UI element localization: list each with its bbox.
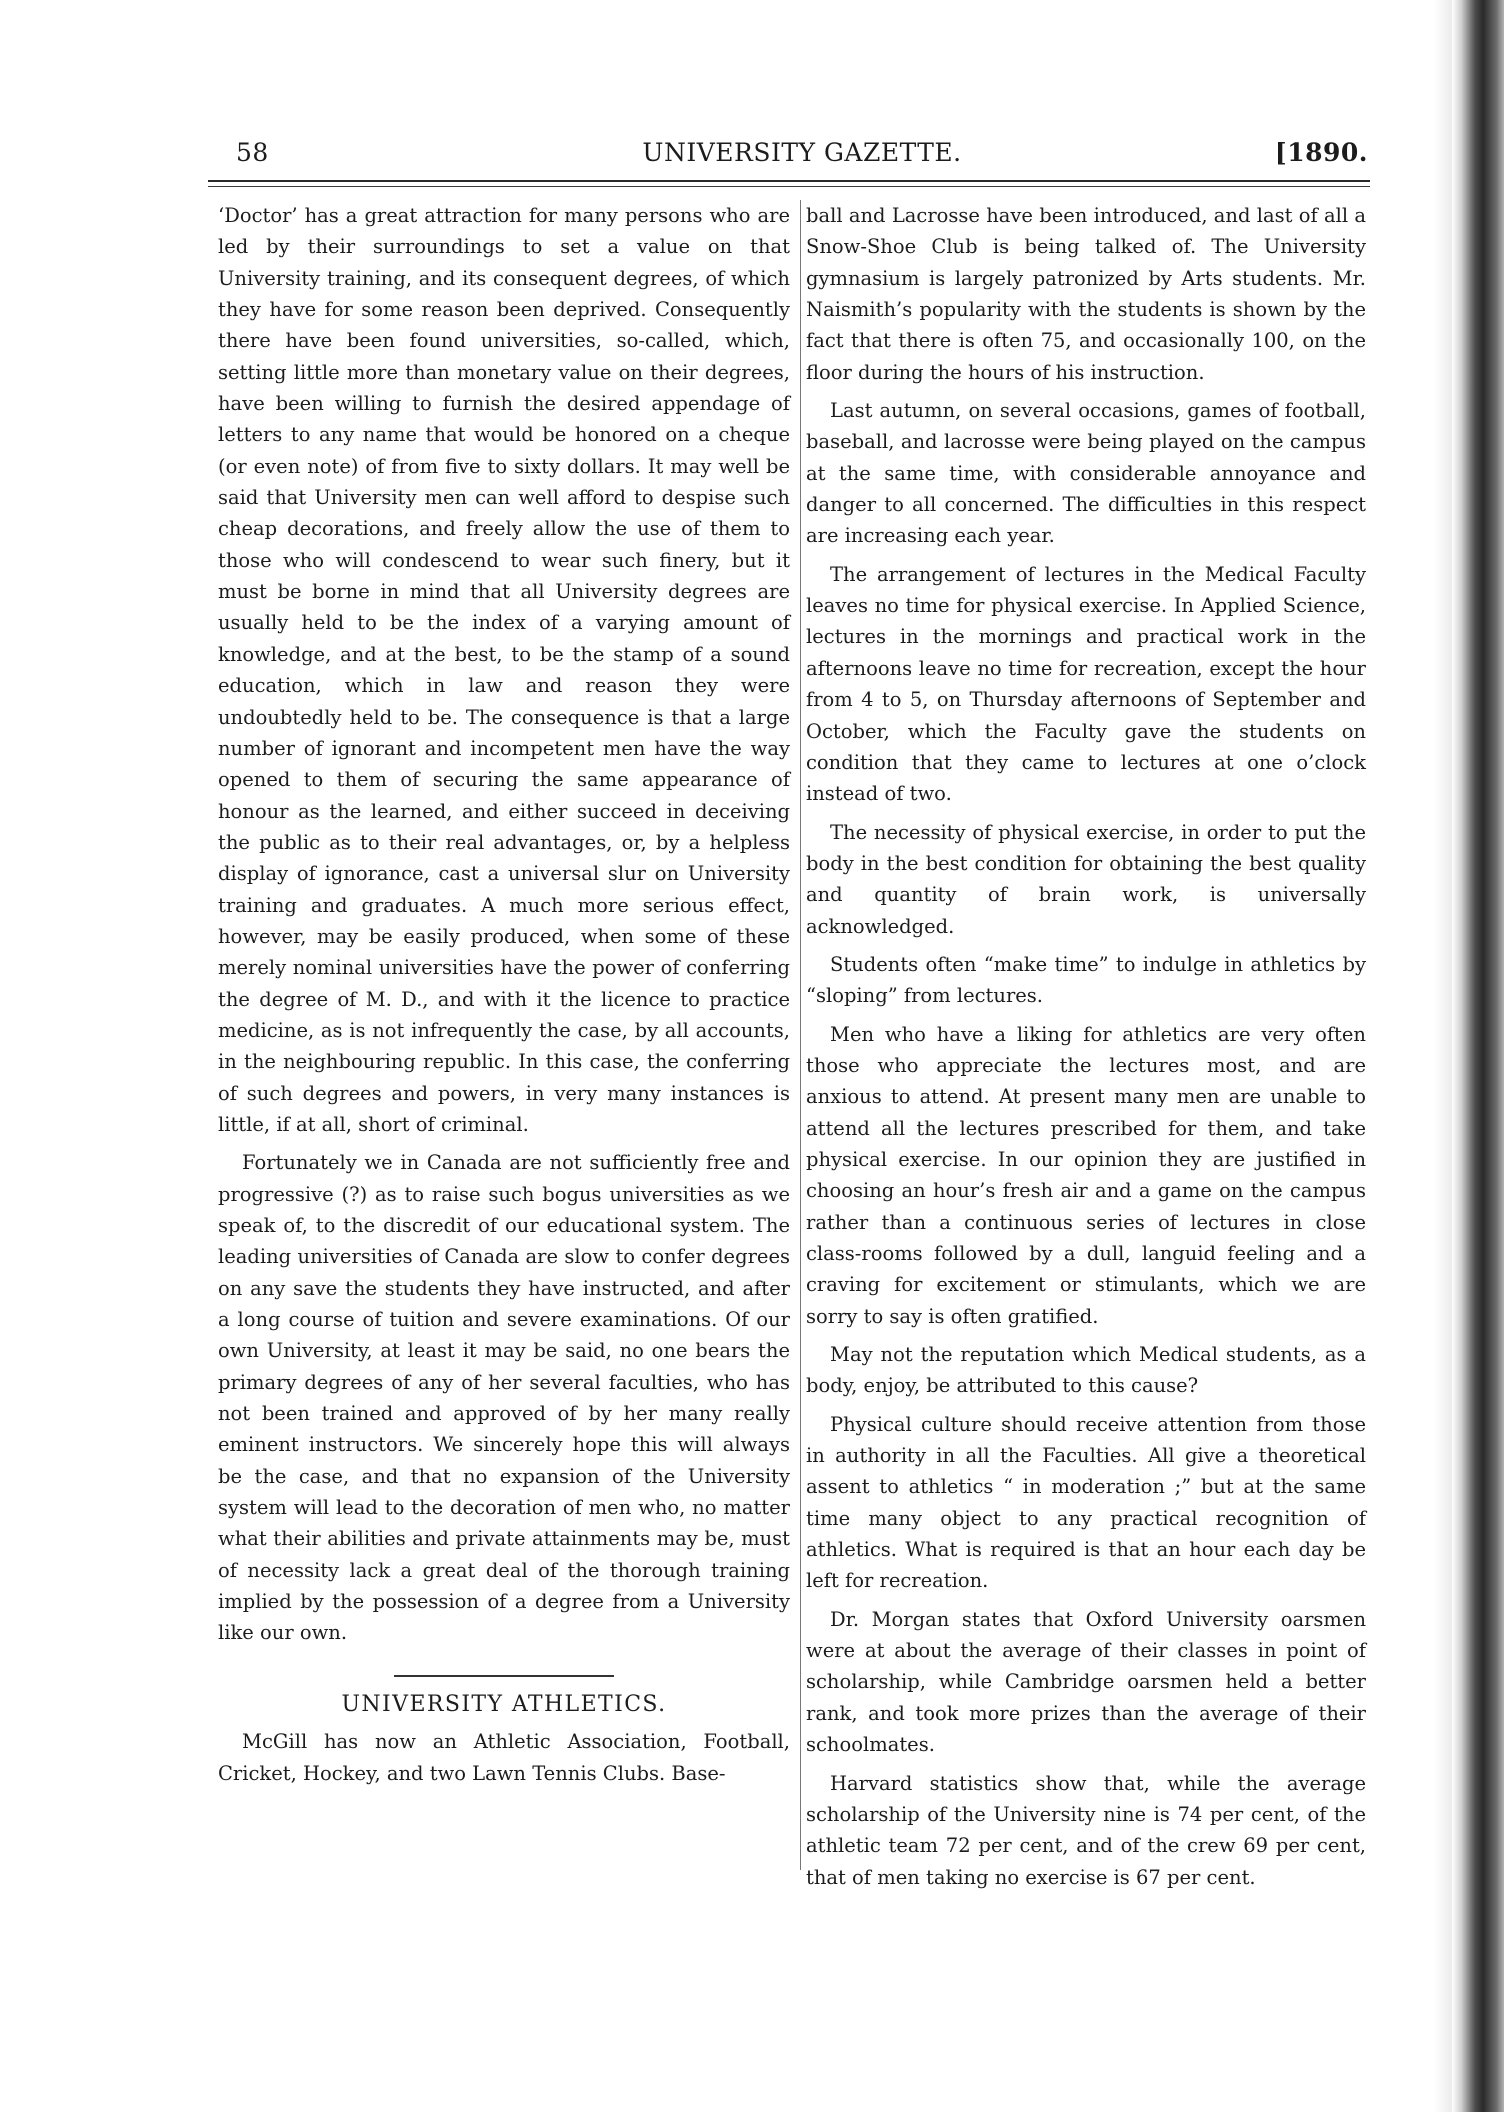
paragraph: Students often “make time” to indulge in athletics by “sloping” from lectures. (806, 952, 1366, 1008)
header-rule-thin (208, 186, 1370, 187)
paragraph: Physical culture should receive attention from those in authority in all the Faculties. All give a theoretical assent to athletics “ in moderation ;” but at the same time many object to any practical recognition of athletics. What is required is that an hour each day be left for recreation. (806, 1412, 1366, 1593)
paragraph: Fortunately we in Canada are not sufficiently free and progressive (?) as to raise such bogus universities as we speak of, to the discredit of our educational system. The leading universities of Canada are slow to confer degrees on any save the students they have instructed, and after a long course of tuition and severe examinations. Of our own University, at least it may be said, no one bears the primary degrees of any of her several faculties, who has not been trained and approved of by her many really eminent instructors. We sincerely hope this will always be the case, and that no expansion of the University system will lead to the decoration of men who, no matter what their abilities and private attainments may be, must of necessity lack a great deal of the thorough training implied by the possession of a degree from a University like our own. (218, 1151, 790, 1645)
paragraph: ‘Doctor’ has a great attraction for many persons who are led by their surroundings to set a value on that University training, and its consequent degrees, of which they have for some reason been deprived. Consequently there have been found universities, so-called, which, setting little more than monetary value on their degrees, have been willing to furnish the desired appendage of letters to any name that would be honored on a cheque (or even note) of from five to sixty dollars. It may well be said that University men can well afford to despise such cheap decorations, and freely allow the use of them to those who will condescend to wear such finery, but it must be borne in mind that all University degrees are usually held to be the index of a varying amount of knowledge, and at the best, to be the stamp of a sound education, which in law and reason they were undoubtedly held to be. The consequence is that a large number of ignorant and incompetent men have the way opened to them of securing the same appearance of honour as the learned, and either succeed in deceiving the public as to their real advantages, or, by a helpless display of ignorance, cast a universal slur on University training and graduates. A much more serious effect, however, may be easily produced, when some of these merely nominal universities have the power of conferring the degree of M. D., and with it the licence to practice medicine, as is not infrequently the case, by all accounts, in the neighbouring republic. In this case, the conferring of such degrees and powers, in very many instances is little, if at all, short of criminal. (218, 204, 790, 1136)
paragraph: ball and Lacrosse have been introduced, and last of all a Snow-Shoe Club is being talked of. The University gymnasium is largely patronized by Arts students. Mr. Naismith’s popularity with the students is shown by the fact that there is often 75, and occasionally 100, on the floor during the hours of his instruction. (806, 204, 1366, 384)
section-heading: UNIVERSITY ATHLETICS. (341, 1691, 667, 1717)
left-column (218, 200, 790, 1796)
column-divider (800, 200, 801, 1870)
paragraph: May not the reputation which Medical students, as a body, enjoy, be attributed to this cause? (806, 1343, 1366, 1398)
journal-title: UNIVERSITY GAZETTE. (642, 138, 962, 167)
paragraph: Last autumn, on several occasions, games of football, baseball, and lacrosse were being played on the campus at the same time, with considerable annoyance and danger to all concerned. The difficulties in this respect are increasing each year. (806, 399, 1366, 548)
right-column (806, 200, 1366, 1900)
paragraph: McGill has now an Athletic Association, Football, Cricket, Hockey, and two Lawn Tennis Clubs. Base- (218, 1730, 790, 1785)
page-number: 58 (236, 138, 269, 167)
header-rule-thick (208, 180, 1370, 182)
section-divider (394, 1675, 614, 1677)
issue-year: [1890. (1274, 138, 1368, 167)
paragraph: The arrangement of lectures in the Medical Faculty leaves no time for physical exercise. In Applied Science, lectures in the mornings and practical work in the afternoons leave no time for recreation, except the hour from 4 to 5, on Thursday afternoons of September and October, which the Faculty gave the students on condition that they came to lectures at one o’clock instead of two. (806, 562, 1366, 806)
book-binding-edge (1452, 0, 1504, 2112)
paragraph: Dr. Morgan states that Oxford University oarsmen were at about the average of their classes in point of scholarship, while Cambridge oarsmen held a better rank, and took more prizes than the average of their schoolmates. (806, 1607, 1366, 1757)
paragraph: Men who have a liking for athletics are very often those who appreciate the lectures most, and are anxious to attend. At present many men are unable to attend all the lectures prescribed for them, and take physical exercise. In our opinion they are justified in choosing an hour’s fresh air and a game on the campus rather than a continuous series of lectures in close class-rooms followed by a dull, languid feeling and a craving for excitement or stimulants, which we are sorry to say is often gratified. (806, 1022, 1366, 1328)
page-header (236, 138, 1368, 178)
page-edge-shadow (1434, 0, 1452, 2112)
paragraph: Harvard statistics show that, while the average scholarship of the University nine is 74 per cent, of the athletic team 72 per cent, and of the crew 69 per cent, that of men taking no exercise is 67 per cent. (806, 1771, 1366, 1889)
paragraph: The necessity of physical exercise, in order to put the body in the best condition for obtaining the best quality and quantity of brain work, is universally acknowledged. (806, 820, 1366, 938)
